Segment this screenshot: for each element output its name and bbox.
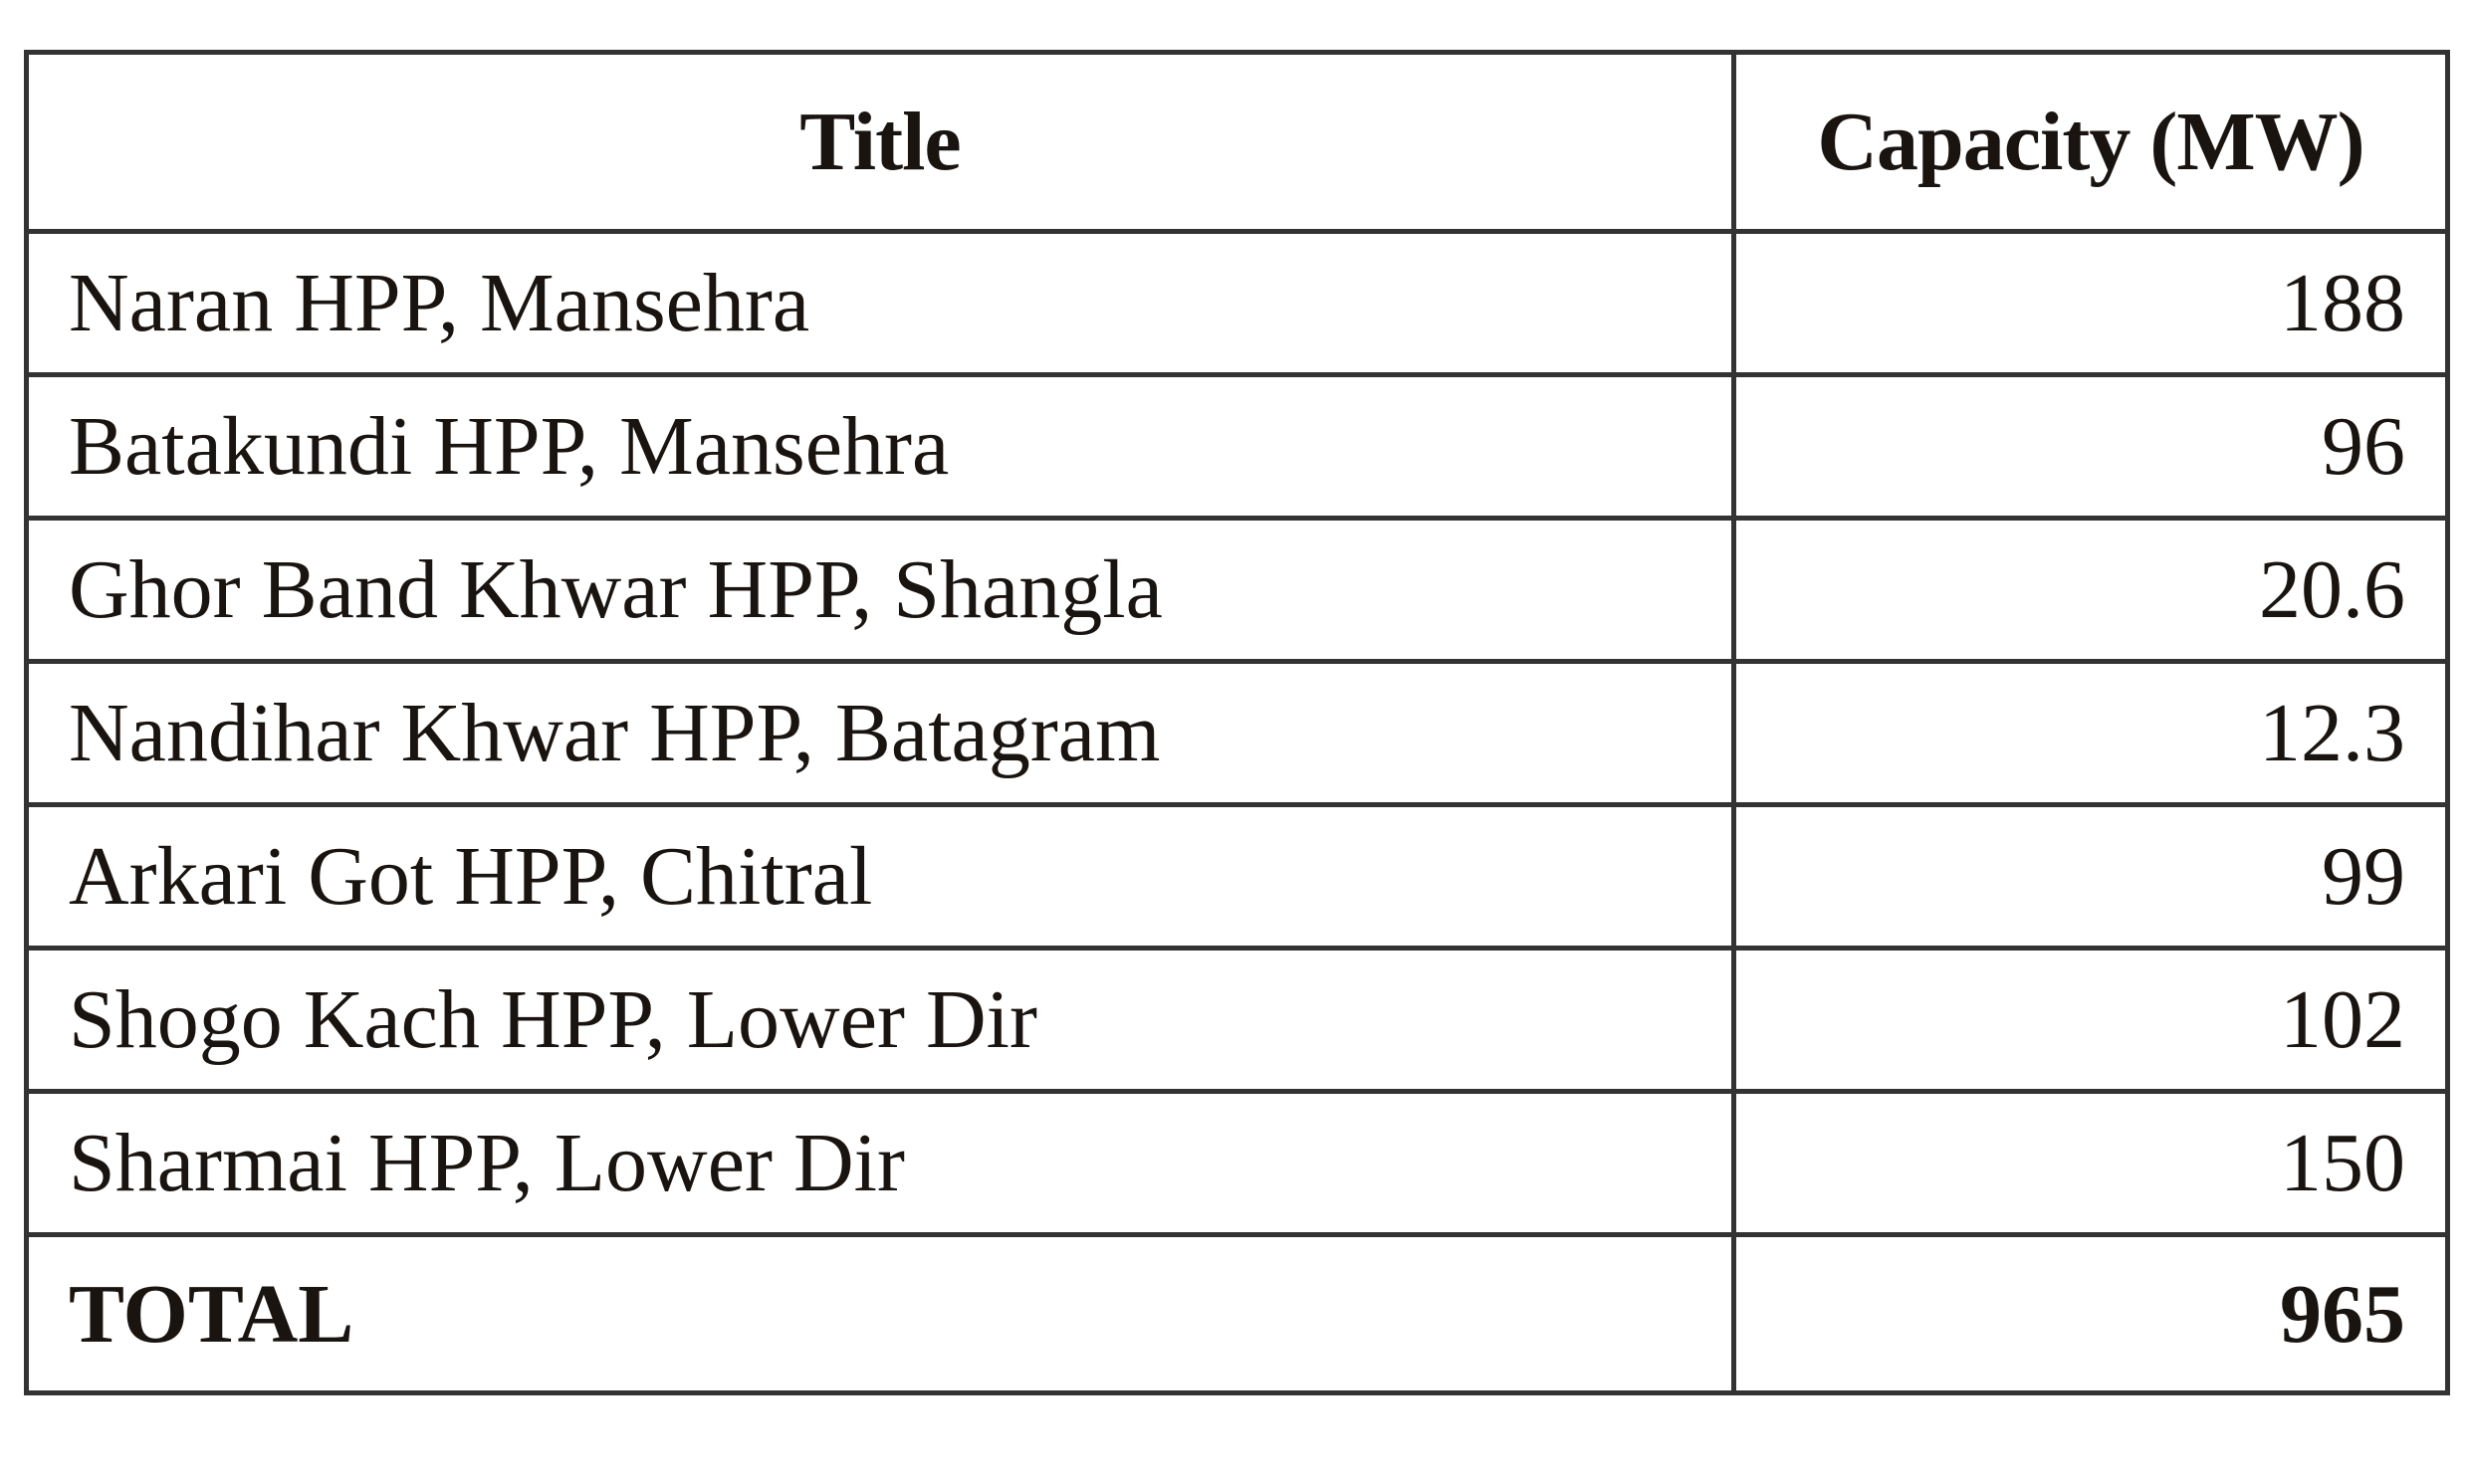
table-row [27, 232, 2448, 375]
row-capacity: 150 [1734, 1092, 2448, 1235]
total-row [27, 1235, 2448, 1393]
table-row [27, 662, 2448, 805]
table-row [27, 949, 2448, 1092]
table-header-row [27, 53, 2448, 232]
capacity-table-container [24, 50, 2450, 1395]
row-title: Shogo Kach HPP, Lower Dir [27, 949, 1734, 1092]
row-capacity: 96 [1734, 375, 2448, 519]
row-title: Arkari Got HPP, Chitral [27, 805, 1734, 949]
capacity-table [24, 50, 2450, 1395]
row-capacity: 12.3 [1734, 662, 2448, 805]
row-capacity: 188 [1734, 232, 2448, 375]
table-row [27, 1092, 2448, 1235]
row-capacity: 20.6 [1734, 519, 2448, 662]
total-capacity: 965 [1734, 1235, 2448, 1393]
table-row [27, 519, 2448, 662]
header-title: Title [27, 53, 1734, 232]
row-title: Nandihar Khwar HPP, Batagram [27, 662, 1734, 805]
total-label: TOTAL [27, 1235, 1734, 1393]
header-capacity: Capacity (MW) [1734, 53, 2448, 232]
row-title: Batakundi HPP, Mansehra [27, 375, 1734, 519]
row-title: Ghor Band Khwar HPP, Shangla [27, 519, 1734, 662]
row-capacity: 99 [1734, 805, 2448, 949]
row-capacity: 102 [1734, 949, 2448, 1092]
table-row [27, 805, 2448, 949]
row-title: Naran HPP, Mansehra [27, 232, 1734, 375]
table-row [27, 375, 2448, 519]
row-title: Sharmai HPP, Lower Dir [27, 1092, 1734, 1235]
